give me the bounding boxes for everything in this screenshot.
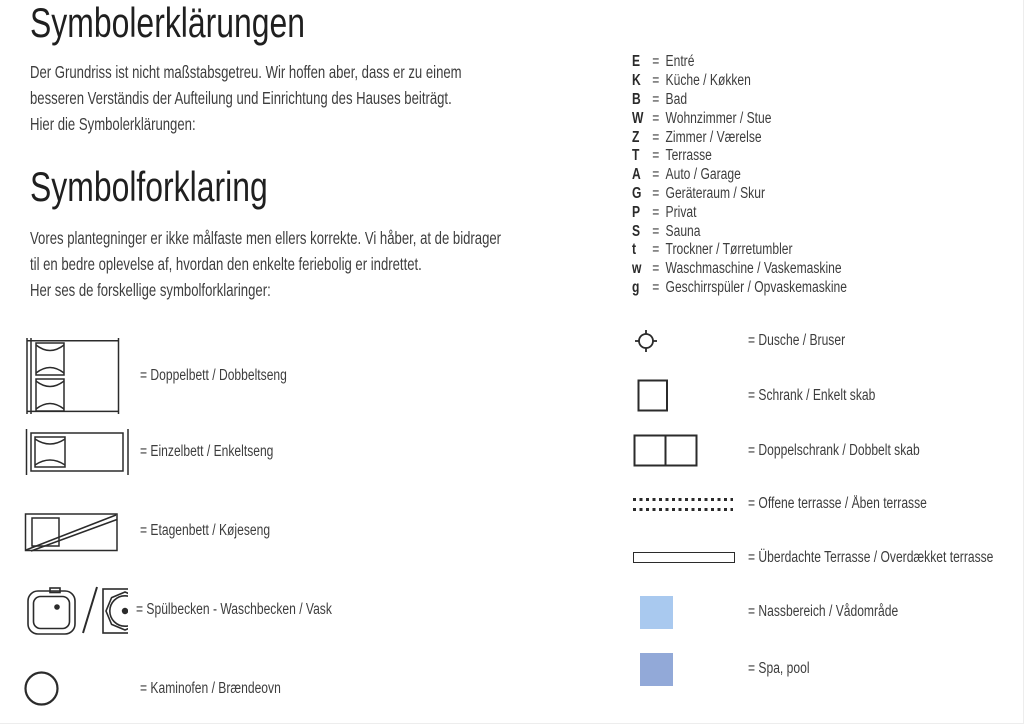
legend-label: = Schrank / Enkelt skab [748, 386, 876, 404]
room-code-label: Zimmer / Værelse [665, 128, 762, 146]
legend-row-sink [26, 584, 387, 636]
legend-label: = Dusche / Bruser [748, 332, 846, 349]
page-title-danish [30, 164, 343, 210]
room-code-row [632, 72, 908, 91]
legend-label: = Nassbereich / Vådområde [748, 603, 899, 620]
spa-pool-icon [640, 653, 748, 686]
single-cabinet-icon [637, 379, 748, 412]
wet-area-icon [640, 596, 748, 629]
room-code-label: Wohnzimmer / Stue [665, 109, 772, 127]
room-code-key: G [632, 184, 642, 202]
room-code-row [632, 222, 908, 241]
equals-sign: = [652, 278, 660, 296]
room-code-key: K [632, 72, 641, 90]
intro-german-line: besseren Verständis der Aufteilung und Einrichtung des Hauses beiträgt. [30, 88, 452, 108]
room-code-row [632, 260, 908, 279]
legend-label: = Doppelschrank / Dobbelt skab [748, 441, 920, 459]
wood-stove-icon [24, 671, 140, 706]
open-terrace-icon [633, 498, 748, 511]
legend-row-wet-area [640, 595, 941, 629]
page-title-german-text: Symbolerklärungen [30, 0, 306, 46]
room-code-key: Z [632, 128, 640, 146]
legend-label: = Spa, pool [748, 660, 810, 677]
room-code-key: S [632, 222, 641, 240]
page-title-german [30, 0, 392, 46]
intro-german [30, 59, 605, 137]
intro-german-line: Hier die Symbolerklärungen: [30, 114, 196, 134]
equals-sign: = [652, 147, 660, 165]
room-code-label: Auto / Garage [665, 166, 741, 184]
legend-label: = Überdachte Terrasse / Overdækket terrasse [748, 548, 994, 566]
legend-row-shower [635, 330, 872, 352]
bunk-bed-icon [24, 511, 140, 552]
room-code-row [632, 203, 908, 222]
intro-german-line: Der Grundriss ist nicht maßstabsgetreu. Wir hoffen aber, dass er zu einem [30, 62, 462, 82]
legend-row-spa-pool [640, 652, 827, 686]
equals-sign: = [652, 109, 660, 127]
room-code-key: P [632, 203, 641, 221]
equals-sign: = [652, 241, 660, 259]
room-code-row [632, 166, 908, 185]
equals-sign: = [652, 184, 660, 202]
covered-terrace-icon [633, 552, 748, 563]
room-code-row [632, 53, 908, 72]
legend-row-single-cabinet [637, 379, 911, 412]
room-code-row [632, 147, 908, 166]
room-code-key: t [632, 241, 637, 259]
room-code-label: Bad [665, 90, 688, 108]
legend-row-open-terrace [633, 497, 977, 511]
room-code-key: E [632, 53, 641, 71]
legend-label: = Etagenbett / Køjeseng [140, 522, 271, 539]
room-code-row [632, 128, 908, 147]
intro-danish [30, 222, 658, 303]
equals-sign: = [652, 90, 660, 108]
room-code-label: Trockner / Tørretumbler [665, 241, 793, 259]
legend-label: = Kaminofen / Brændeovn [140, 679, 281, 697]
room-code-label: Küche / Køkken [665, 72, 751, 90]
double-bed-icon [26, 338, 140, 414]
room-code-label: Privat [665, 203, 697, 221]
room-code-key: A [632, 166, 641, 184]
legend-label: = Einzelbett / Enkeltseng [140, 443, 274, 460]
legend-row-single-bed [24, 429, 311, 475]
double-cabinet-icon [633, 434, 748, 467]
room-code-label: Entré [665, 53, 695, 71]
intro-danish-line: Her ses de forskellige symbolforklaringer: [30, 280, 271, 300]
legend-row-bunk-bed [24, 510, 307, 552]
room-code-row [632, 185, 908, 204]
equals-sign: = [652, 128, 660, 146]
room-code-label: Sauna [665, 222, 701, 240]
equals-sign: = [652, 222, 660, 240]
equals-sign: = [652, 72, 660, 90]
room-code-label: Terrasse [665, 147, 712, 165]
legend-label: = Offene terrasse / Åben terrasse [748, 495, 927, 512]
room-code-key: w [632, 260, 642, 278]
equals-sign: = [652, 166, 660, 184]
room-code-label: Waschmaschine / Vaskemaskine [665, 260, 842, 278]
legend-label: = Doppelbett / Dobbeltseng [140, 366, 287, 384]
room-code-label: Geschirrspüler / Opvaskemaskine [665, 278, 847, 296]
single-bed-icon [24, 429, 140, 475]
room-code-list [632, 53, 908, 297]
room-code-key: W [632, 109, 644, 127]
legend-row-double-bed [26, 336, 328, 415]
room-code-key: g [632, 278, 640, 296]
room-code-row [632, 241, 908, 260]
intro-danish-line: til en bedre oplevelse af, hvordan den enkelte feriebolig er indrettet. [30, 254, 422, 274]
room-code-row [632, 91, 908, 110]
page-title-danish-text: Symbolforklaring [30, 163, 268, 210]
room-code-key: B [632, 90, 641, 108]
intro-danish-line: Vores plantegninger er ikke målfaste men ellers korrekte. Vi håber, at de bidrager [30, 228, 502, 248]
room-code-row [632, 109, 908, 128]
room-code-row [632, 279, 908, 298]
equals-sign: = [652, 203, 660, 221]
legend-row-double-cabinet [633, 434, 968, 467]
shower-icon [635, 330, 748, 352]
room-code-label: Geräteraum / Skur [665, 184, 765, 202]
equals-sign: = [652, 53, 660, 71]
legend-label: = Spülbecken - Waschbecken / Vask [136, 601, 332, 618]
legend-row-covered-terrace [633, 548, 1024, 566]
sink-washbasin-icon [26, 584, 136, 636]
legend-row-stove [24, 671, 321, 706]
equals-sign: = [652, 260, 660, 278]
room-code-key: T [632, 147, 640, 165]
